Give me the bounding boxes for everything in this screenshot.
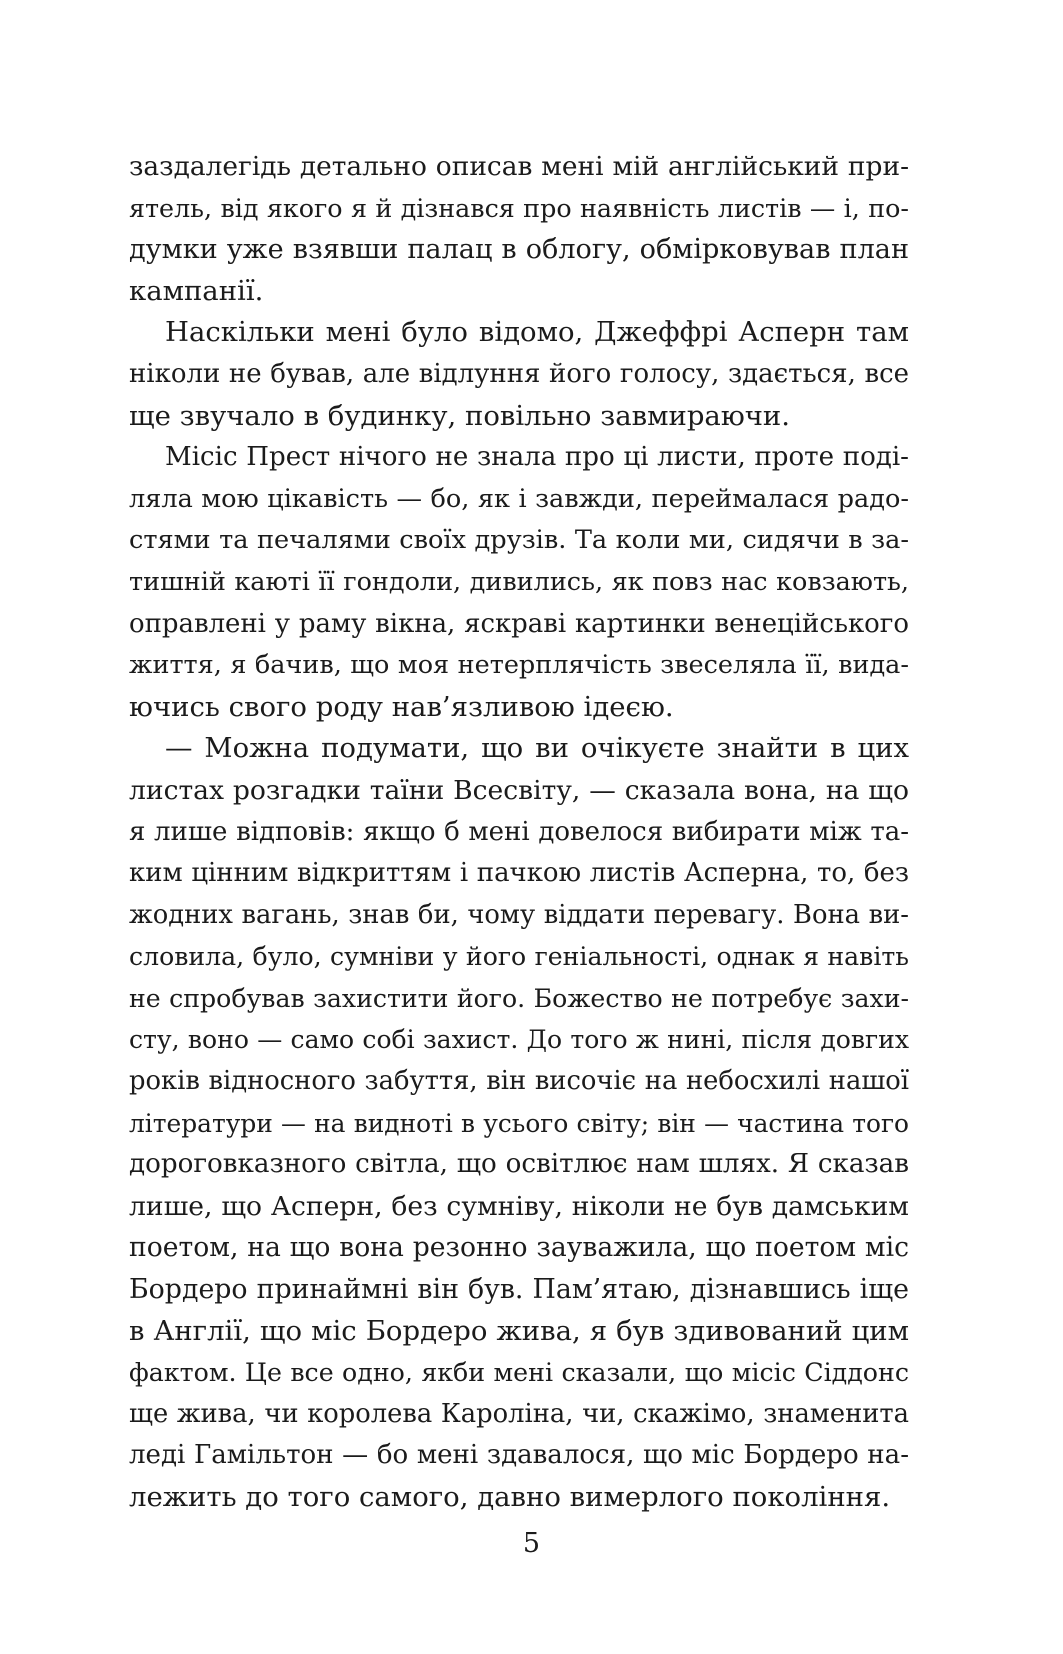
text-line: жодних вагань, знав би, чому віддати перевагу. Вона ви-: [129, 899, 909, 930]
text-line: ючись свого роду нав’язливою ідеєю.: [129, 690, 674, 723]
text-line: дороговказного світла, що освітлює нам шлях. Я сказав: [129, 1149, 909, 1180]
text-line: — Можна подумати, що ви очікуєте знайти в цих: [165, 732, 909, 765]
paragraph: [129, 437, 909, 728]
text-line: сту, воно — само собі захист. До того ж нині, після довгих: [129, 1025, 909, 1055]
text-line: ще звучало в будинку, повільно завмираючи.: [129, 399, 791, 432]
text-line: заздалегідь детально описав мені мій англійський при-: [129, 151, 909, 182]
text-line: Місіс Прест нічого не знала про ці листи, проте поді-: [165, 442, 909, 473]
text-line: думки уже взявши палац в облогу, обмірковував план: [129, 234, 909, 266]
text-line: ляла мою цікавість — бо, як і завжди, переймалася радо-: [129, 483, 909, 514]
text-line: ким цінним відкриттям і пачкою листів Асперна, то, без: [129, 858, 909, 889]
text-line: літератури — на видноті в усього світу; він — частина того: [129, 1108, 909, 1138]
text-line: років відносного забуття, він височіє на небосхилі нашої: [129, 1066, 909, 1097]
page-number: 5: [522, 1528, 541, 1559]
text-line: лише, що Асперн, без сумніву, ніколи не був дамським: [129, 1190, 909, 1222]
body-text: [129, 146, 909, 1519]
text-line: ятель, від якого я й дізнався про наявність листів — і, по-: [129, 192, 909, 223]
text-line: леді Гамільтон — бо мені здавалося, що міс Бордеро на-: [129, 1440, 909, 1471]
text-line: життя, я бачив, що моя нетерплячість звеселяла її, вида-: [129, 650, 909, 681]
text-line: оправлені у раму вікна, яскраві картинки венеційського: [129, 608, 909, 639]
text-line: не спробував захистити його. Божество не потребує захи-: [129, 983, 909, 1013]
text-line: лежить до того самого, давно вимерлого покоління.: [129, 1481, 891, 1513]
text-line: Бордеро принаймні він був. Пам’ятаю, дізнавшись іще: [129, 1274, 909, 1306]
text-line: кампанії.: [129, 274, 264, 307]
paragraph: [129, 728, 909, 1518]
text-line: тишній каюті її гондоли, дивились, як повз нас ковзають,: [129, 566, 909, 597]
text-line: в Англії, що міс Бордеро жива, я був здивований цим: [129, 1314, 909, 1347]
text-line: стями та печалями своїх друзів. Та коли ми, сидячи в за-: [129, 525, 909, 556]
text-line: листах розгадки таїни Всесвіту, — сказала вона, на що: [129, 774, 909, 806]
paragraph: [129, 146, 909, 312]
text-line: ніколи не бував, але відлуння його голосу, здається, все: [129, 358, 909, 389]
text-line: фактом. Це все одно, якби мені сказали, що місіс Сіддонс: [129, 1358, 909, 1388]
text-line: словила, було, сумніви у його геніальності, однак я навіть: [129, 942, 909, 972]
paragraph: [129, 312, 909, 437]
text-line: Наскільки мені було відомо, Джеффрі Асперн там: [165, 316, 909, 349]
text-line: ще жива, чи королева Кароліна, чи, скажімо, знаменита: [129, 1398, 909, 1429]
text-line: я лише відповів: якщо б мені довелося вибирати між та-: [129, 816, 909, 847]
text-line: поетом, на що вона резонно зауважила, що поетом міс: [129, 1232, 909, 1264]
